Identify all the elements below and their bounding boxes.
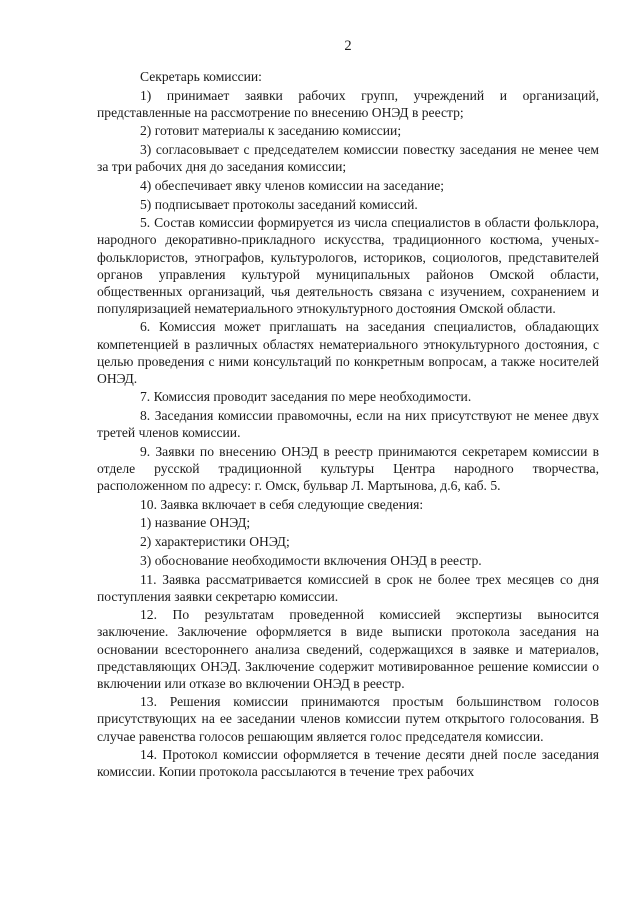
paragraph-clause-12: 12. По результатам проведенной комиссией экспертизы выносится заключение. Заключение оформляется в виде выписки протокола заседания на основании всестороннего анализа сведений, содержащихся в заявке и материалов, представляющих ОНЭД. Заключение содержит мотивированное решение комиссии о включении или отказе во включении ОНЭД в реестр. <box>97 607 599 691</box>
paragraph-secretary-item-4: 4) обеспечивает явку членов комиссии на заседание; <box>140 177 445 193</box>
page-number: 2 <box>344 38 352 54</box>
paragraph-clause-8: 8. Заседания комиссии правомочны, если на них присутствуют не менее двух третей членов комиссии. <box>97 408 599 441</box>
paragraph-clause-11: 11. Заявка рассматривается комиссией в срок не более трех месяцев со дня поступления заявки секретарю комиссии. <box>97 571 599 604</box>
paragraph-secretary-item-1: 1) принимает заявки рабочих групп, учреждений и организаций, представленные на рассмотрение по внесению ОНЭД в реестр; <box>97 87 599 120</box>
paragraph-clause-7: 7. Комиссия проводит заседания по мере необходимости. <box>140 389 472 405</box>
paragraph-clause-13: 13. Решения комиссии принимаются простым большинством голосов присутствующих на ее заседании членов комиссии путем открытого голосования. В случае равенства голосов решающим является голос председателя комиссии. <box>97 694 599 744</box>
paragraph-clause-10-item-2: 2) характеристики ОНЭД; <box>140 534 290 550</box>
paragraph-clause-5: 5. Состав комиссии формируется из числа специалистов в области фольклора, народного декоративно-прикладного искусства, традиционного костюма, ученых-фольклористов, этнографов, культурологов, историков, социологов, представителей органов управления культурой муниципальных районов Омской области, общественных организаций, чья деятельность связана с изучением, сохранением и популяризацией нематериального этнокультурного достояния Омской области. <box>97 215 599 316</box>
paragraph-secretary-item-3: 3) согласовывает с председателем комиссии повестку заседания не менее чем за три рабочих дня до заседания комиссии; <box>97 142 599 175</box>
paragraph-clause-10-item-3: 3) обоснование необходимости включения ОНЭД в реестр. <box>140 552 482 568</box>
paragraph-clause-10-item-1: 1) название ОНЭД; <box>140 515 251 531</box>
paragraph-secretary-item-2: 2) готовит материалы к заседанию комиссии; <box>140 123 402 139</box>
paragraph-clause-10: 10. Заявка включает в себя следующие сведения: <box>140 496 424 512</box>
paragraph-secretary-item-5: 5) подписывает протоколы заседаний комиссий. <box>140 196 418 212</box>
paragraph-clause-9: 9. Заявки по внесению ОНЭД в реестр принимаются секретарем комиссии в отделе русской традиционной культуры Центра народного творчества, расположенном по адресу: г. Омск, бульвар Л. Мартынова, д.6, каб. 5. <box>97 443 599 494</box>
paragraph-clause-14: 14. Протокол комиссии оформляется в течение десяти дней после заседания комиссии. Копии протокола рассылаются в течение трех рабочих <box>97 747 599 780</box>
paragraph-secretary-heading: Секретарь комиссии: <box>140 69 262 84</box>
paragraph-clause-6: 6. Комиссия может приглашать на заседания специалистов, обладающих компетенцией в различных областях нематериального этнокультурного достояния, с целью проведения с ними консультаций по конкретным вопросам, а также носителей ОНЭД. <box>97 319 599 386</box>
document-body <box>97 68 599 780</box>
